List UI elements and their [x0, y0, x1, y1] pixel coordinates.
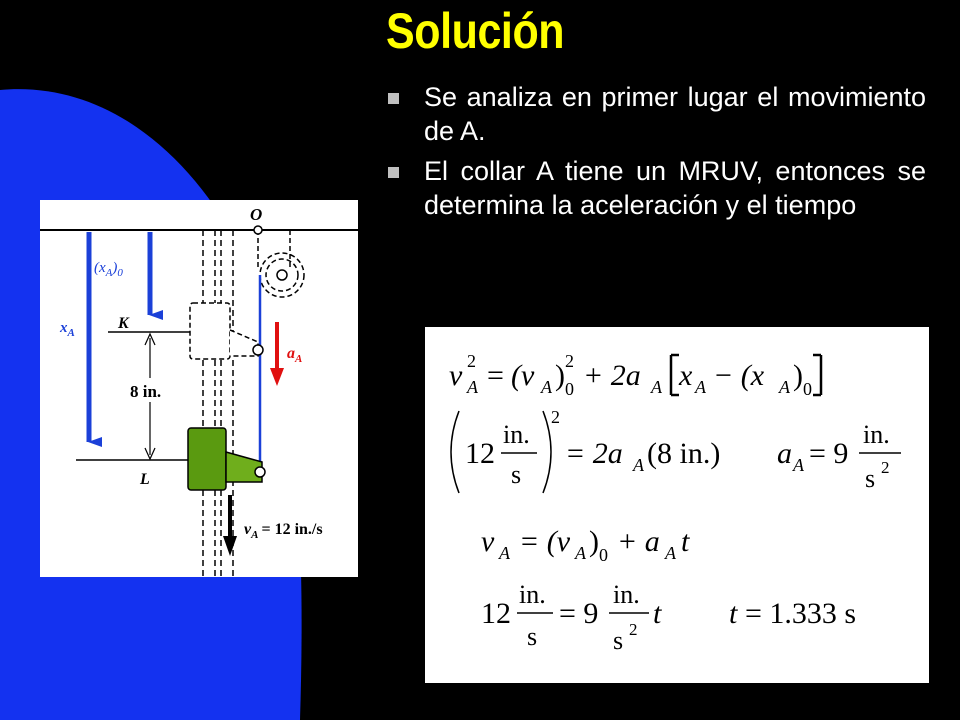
svg-text:A: A: [633, 455, 644, 475]
svg-text:− (x: − (x: [713, 359, 765, 392]
svg-text:t: t: [729, 597, 738, 630]
svg-text:A: A: [499, 543, 510, 563]
equation-2: [451, 407, 720, 493]
svg-text:= 9: = 9: [559, 597, 599, 630]
svg-text:s: s: [613, 626, 624, 655]
svg-text:A: A: [793, 455, 804, 475]
svg-text:s: s: [527, 622, 538, 651]
collar-diagram: [40, 200, 358, 577]
svg-text:(xA)0: $(x_A)_0$: [94, 260, 123, 279]
slide-title: Solución: [386, 3, 565, 59]
label-l: L: [140, 471, 150, 488]
bullet-item-2: [384, 154, 926, 222]
svg-text:vA= 12 in./s: $v_A = 12$ in./s: [244, 521, 323, 541]
svg-text:+ a: + a: [617, 525, 660, 558]
equations-panel: [425, 327, 929, 683]
svg-text:in.: in.: [613, 580, 640, 609]
svg-text:2: 2: [551, 407, 560, 427]
equation-3: [777, 420, 901, 493]
svg-text:t: t: [681, 525, 690, 558]
label-8in: 8 in.: [130, 382, 162, 401]
collar-at-l: [188, 428, 226, 490]
collar-at-k: [190, 303, 230, 359]
svg-text:2: 2: [881, 458, 890, 477]
svg-text:x: x: [679, 359, 693, 392]
svg-text:in.: in.: [863, 420, 890, 449]
svg-text:= (v: = (v: [519, 525, 571, 558]
svg-text:xA: $x_A$: [60, 320, 75, 339]
svg-text:a: a: [777, 437, 792, 470]
svg-text:12: 12: [465, 437, 495, 470]
svg-text:v: v: [449, 359, 463, 392]
svg-text:A: A: [541, 377, 552, 397]
svg-text:s: s: [865, 464, 876, 493]
svg-text:): ): [555, 359, 565, 392]
svg-text:): ): [589, 525, 599, 558]
equation-5: [481, 580, 662, 655]
svg-text:aA: $a_A$: [287, 345, 303, 365]
svg-text:A: A: [695, 377, 706, 397]
bullet-list: [384, 80, 926, 228]
svg-text:A: A: [651, 377, 662, 397]
svg-text:(v: (v: [511, 359, 535, 392]
svg-text:(8 in.): (8 in.): [647, 437, 721, 470]
bullet-square-icon: [388, 93, 399, 104]
label-o: O: [250, 205, 263, 224]
svg-text:2: 2: [565, 351, 574, 371]
svg-text:0: 0: [565, 379, 574, 399]
svg-text:A: A: [467, 377, 478, 397]
bullet-text-2: El collar A tiene un MRUV, entonces se determina la aceleración y el tiempo: [424, 156, 926, 220]
svg-text:= 2a: = 2a: [565, 437, 623, 470]
svg-text:in.: in.: [519, 580, 546, 609]
svg-text:v: v: [481, 525, 495, 558]
equation-6: [729, 597, 856, 630]
svg-text:+ 2a: + 2a: [583, 359, 641, 392]
svg-text:t: t: [653, 597, 662, 630]
svg-text:2: 2: [629, 620, 638, 639]
bullet-text-1: Se analiza en primer lugar el movimiento de A.: [424, 82, 926, 146]
svg-text:A: A: [575, 543, 586, 563]
svg-text:2: 2: [467, 351, 476, 371]
svg-text:): ): [793, 359, 803, 392]
svg-text:12: 12: [481, 597, 511, 630]
svg-text:0: 0: [599, 545, 608, 565]
equation-1: [449, 351, 821, 399]
svg-text:in.: in.: [503, 420, 530, 449]
svg-text:=: =: [487, 359, 504, 392]
svg-text:A: A: [665, 543, 676, 563]
svg-text:0: 0: [803, 379, 812, 399]
svg-text:= 9: = 9: [809, 437, 849, 470]
equation-4: [481, 525, 690, 565]
svg-text:A: A: [779, 377, 790, 397]
bullet-item-1: [384, 80, 926, 148]
svg-text:s: s: [511, 460, 522, 489]
svg-text:= 1.333 s: = 1.333 s: [745, 597, 857, 630]
label-k: K: [118, 315, 129, 332]
bullet-square-icon: [388, 167, 399, 178]
